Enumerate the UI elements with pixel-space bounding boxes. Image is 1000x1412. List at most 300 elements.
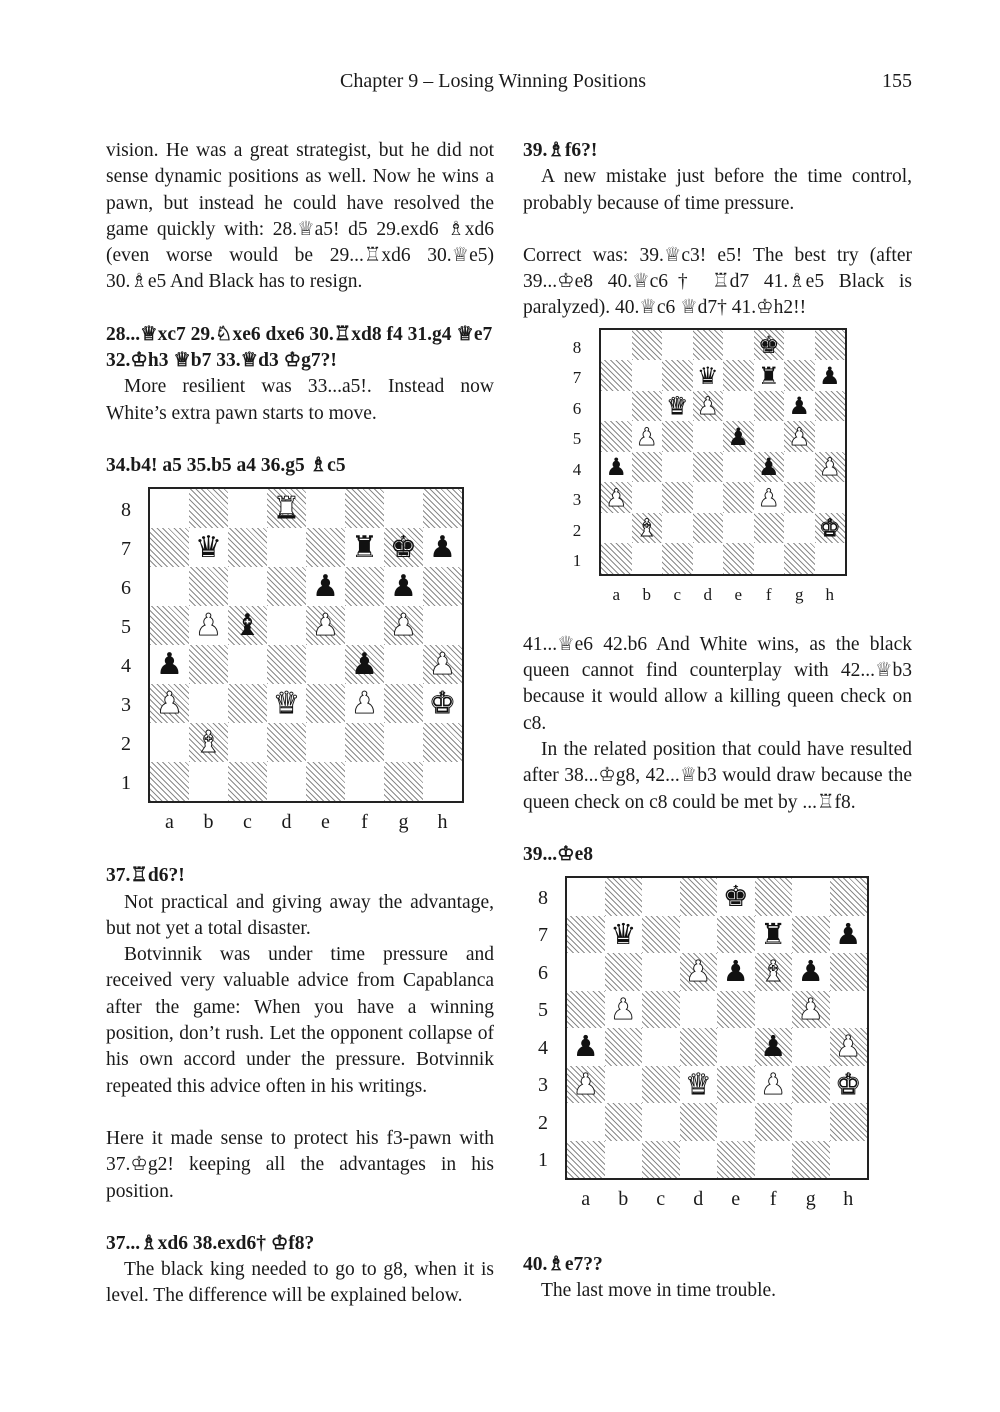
move-line: 37.♖d6?! <box>106 865 185 887</box>
square-b4 <box>189 645 228 684</box>
white-pawn-icon: ♟ <box>610 991 637 1026</box>
paragraph: In the related position that could have resulted after 38...♔g8, 42...♕b3 would draw because the queen check on c8 could be met by ...♖f8. <box>523 738 912 813</box>
white-pawn-icon: ♟ <box>835 1029 862 1064</box>
rank-label: 8 <box>572 337 582 357</box>
square-d8 <box>267 489 306 528</box>
square-h4 <box>815 452 846 483</box>
black-pawn-icon: ♟ <box>605 453 627 482</box>
black-rook-icon: ♜ <box>760 916 787 951</box>
paragraph: Botvinnik was under time pressure and received very valuable advice from Capablanca after the game: When you have a winning position, don’t rush. Let the opponent collapse of his own accord under the pressure. Botvinnik repeated this advice often in his writings. <box>106 944 494 1097</box>
file-label: d <box>693 1188 704 1211</box>
square-a4 <box>567 1028 605 1066</box>
square-a1 <box>567 1141 605 1179</box>
white-rook-icon: ♜ <box>273 490 300 526</box>
square-d3 <box>680 1066 718 1104</box>
square-f5 <box>754 421 785 452</box>
square-a3 <box>150 684 189 723</box>
rank-label: 8 <box>538 886 548 909</box>
paragraph: Here it made sense to protect his f3-pawn with 37.♔g2! keeping all the advantages in his position. <box>106 1127 494 1202</box>
square-c1 <box>642 1141 680 1179</box>
square-e3 <box>717 1066 755 1104</box>
black-pawn-icon: ♟ <box>727 422 749 451</box>
square-h3 <box>815 482 846 513</box>
square-g2 <box>384 723 423 762</box>
square-a6 <box>567 953 605 991</box>
square-d4 <box>693 452 724 483</box>
square-e3 <box>306 684 345 723</box>
rank-label: 4 <box>572 459 582 479</box>
square-e4 <box>723 452 754 483</box>
square-c4 <box>642 1028 680 1066</box>
square-b7 <box>189 528 228 567</box>
square-g8 <box>384 489 423 528</box>
rank-label: 4 <box>121 654 131 677</box>
rank-label: 5 <box>572 429 582 449</box>
white-pawn-icon: ♟ <box>685 954 712 989</box>
square-b7 <box>605 916 643 954</box>
square-g3 <box>792 1066 830 1104</box>
square-b2 <box>605 1103 643 1141</box>
square-h6 <box>423 567 462 606</box>
rank-label: 8 <box>121 498 131 521</box>
square-g1 <box>384 762 423 801</box>
white-queen-icon: ♛ <box>666 392 688 421</box>
square-d4 <box>267 645 306 684</box>
rank-label: 1 <box>121 771 131 794</box>
square-d5 <box>267 606 306 645</box>
rank-label: 1 <box>572 551 582 571</box>
square-f2 <box>345 723 384 762</box>
square-a7 <box>601 360 632 391</box>
square-f2 <box>755 1103 793 1141</box>
square-h6 <box>830 953 868 991</box>
square-a3 <box>601 482 632 513</box>
square-c8 <box>642 878 680 916</box>
paragraph: vision. He was a great strategist, but he did not sense dynamic positions as well. Now he wins a pawn, but instead he could have resolved the game quickly with: 28.♕a5! d5 29.exd6 ♗xd6 (even worse would be 29...♖xd6 30.♕e5) 30.♗e5 And Black has to resign. <box>106 140 494 293</box>
square-d1 <box>267 762 306 801</box>
square-h2 <box>423 723 462 762</box>
white-pawn-icon: ♟ <box>788 422 810 451</box>
file-label: b <box>642 584 651 604</box>
file-label: e <box>731 1188 741 1211</box>
file-label: a <box>612 584 621 604</box>
square-a3 <box>567 1066 605 1104</box>
square-f8 <box>754 330 785 361</box>
square-e7 <box>723 360 754 391</box>
file-label: g <box>398 811 409 834</box>
rank-label: 2 <box>572 520 582 540</box>
square-h3 <box>423 684 462 723</box>
square-c5 <box>228 606 267 645</box>
square-b6 <box>189 567 228 606</box>
square-f5 <box>755 991 793 1029</box>
square-h7 <box>423 528 462 567</box>
paragraph: More resilient was 33...a5!. Instead now White’s extra pawn starts to move. <box>106 376 494 424</box>
square-c3 <box>228 684 267 723</box>
square-a5 <box>150 606 189 645</box>
square-h4 <box>830 1028 868 1066</box>
file-label: e <box>734 584 743 604</box>
square-c8 <box>228 489 267 528</box>
square-f4 <box>755 1028 793 1066</box>
square-e2 <box>723 513 754 544</box>
white-pawn-icon: ♟ <box>572 1066 599 1101</box>
square-a8 <box>150 489 189 528</box>
square-e6 <box>723 391 754 422</box>
square-e7 <box>306 528 345 567</box>
square-e7 <box>717 916 755 954</box>
square-d3 <box>693 482 724 513</box>
square-h2 <box>830 1103 868 1141</box>
square-e1 <box>306 762 345 801</box>
rank-label: 2 <box>121 732 131 755</box>
square-c1 <box>228 762 267 801</box>
square-b3 <box>632 482 663 513</box>
square-f8 <box>755 878 793 916</box>
square-f4 <box>345 645 384 684</box>
file-label: b <box>203 811 214 834</box>
white-pawn-icon: ♟ <box>351 685 378 721</box>
black-rook-icon: ♜ <box>757 361 780 390</box>
square-f7 <box>345 528 384 567</box>
square-b7 <box>632 360 663 391</box>
white-king-icon: ♚ <box>429 685 456 721</box>
square-a2 <box>601 513 632 544</box>
square-h5 <box>830 991 868 1029</box>
black-king-icon: ♚ <box>390 529 417 565</box>
chess-board <box>565 876 869 1180</box>
square-e2 <box>717 1103 755 1141</box>
square-h8 <box>830 878 868 916</box>
chess-diagram-1 <box>106 479 494 863</box>
square-c7 <box>228 528 267 567</box>
square-b5 <box>632 421 663 452</box>
square-e6 <box>717 953 755 991</box>
black-pawn-icon: ♟ <box>351 646 378 682</box>
page-header <box>0 70 1000 100</box>
square-b8 <box>189 489 228 528</box>
square-g2 <box>784 513 815 544</box>
square-b8 <box>632 330 663 361</box>
square-a6 <box>601 391 632 422</box>
move-line: 37...♗xd6 38.exd6† ♔f8? <box>106 1232 315 1254</box>
file-label: a <box>165 811 174 834</box>
square-e8 <box>723 330 754 361</box>
file-label: f <box>769 1188 777 1211</box>
square-f5 <box>345 606 384 645</box>
square-e1 <box>723 543 754 574</box>
square-c4 <box>228 645 267 684</box>
square-a1 <box>601 543 632 574</box>
white-queen-icon: ♛ <box>273 685 300 721</box>
square-d8 <box>693 330 724 361</box>
square-f3 <box>755 1066 793 1104</box>
square-h1 <box>815 543 846 574</box>
square-h8 <box>815 330 846 361</box>
square-a5 <box>601 421 632 452</box>
square-e5 <box>723 421 754 452</box>
paragraph: Correct was: 39.♕c3! e5! The best try (after 39...♔e8 40.♕c6† ♖d7 41.♗e5 Black is paralyzed). 40.♕c6 ♕d7† 41.♔h2!! <box>523 244 912 319</box>
file-label: a <box>581 1188 591 1211</box>
square-c7 <box>642 916 680 954</box>
black-rook-icon: ♜ <box>351 529 378 565</box>
black-queen-icon: ♛ <box>195 529 222 565</box>
square-e8 <box>306 489 345 528</box>
square-d5 <box>680 991 718 1029</box>
square-c5 <box>642 991 680 1029</box>
square-g4 <box>792 1028 830 1066</box>
square-h5 <box>815 421 846 452</box>
black-pawn-icon: ♟ <box>788 392 810 421</box>
square-f8 <box>345 489 384 528</box>
move-line: 34.b4! a5 35.b5 a4 36.g5 ♗c5 <box>106 454 346 476</box>
square-d2 <box>267 723 306 762</box>
square-g3 <box>384 684 423 723</box>
square-b1 <box>632 543 663 574</box>
square-f4 <box>754 452 785 483</box>
rank-label: 7 <box>121 537 131 560</box>
rank-label: 6 <box>538 961 548 984</box>
square-a6 <box>150 567 189 606</box>
square-f3 <box>754 482 785 513</box>
rank-label: 3 <box>538 1074 548 1097</box>
chess-diagram-3 <box>523 868 912 1252</box>
paragraph: 41...♕e6 42.b6 And White wins, as the black queen cannot find counterplay with 42...♕b3 because it would allow a killing queen check on c8. <box>523 633 912 734</box>
black-pawn-icon: ♟ <box>390 568 417 604</box>
black-pawn-icon: ♟ <box>572 1029 599 1064</box>
square-e4 <box>306 645 345 684</box>
square-d1 <box>680 1141 718 1179</box>
black-pawn-icon: ♟ <box>156 646 183 682</box>
black-queen-icon: ♛ <box>696 361 719 390</box>
chapter-title: Chapter 9 – Losing Winning Positions <box>340 70 647 92</box>
square-b5 <box>189 606 228 645</box>
rank-label: 6 <box>572 398 582 418</box>
square-f2 <box>754 513 785 544</box>
square-d7 <box>680 916 718 954</box>
square-c2 <box>228 723 267 762</box>
white-pawn-icon: ♟ <box>390 607 417 643</box>
rank-label: 1 <box>538 1149 548 1172</box>
square-d6 <box>680 953 718 991</box>
square-a4 <box>601 452 632 483</box>
square-a4 <box>150 645 189 684</box>
square-g7 <box>792 916 830 954</box>
square-h1 <box>423 762 462 801</box>
square-g8 <box>784 330 815 361</box>
black-pawn-icon: ♟ <box>312 568 339 604</box>
square-f3 <box>345 684 384 723</box>
white-king-icon: ♚ <box>818 514 841 543</box>
black-pawn-icon: ♟ <box>760 1029 787 1064</box>
white-bishop-icon: ♝ <box>195 724 222 760</box>
file-label: c <box>673 584 682 604</box>
square-c8 <box>662 330 693 361</box>
square-b8 <box>605 878 643 916</box>
white-pawn-icon: ♟ <box>757 483 780 512</box>
move-line: 39...♔e8 <box>523 843 594 865</box>
square-b1 <box>189 762 228 801</box>
black-pawn-icon: ♟ <box>757 453 780 482</box>
square-b6 <box>632 391 663 422</box>
square-a8 <box>601 330 632 361</box>
square-e4 <box>717 1028 755 1066</box>
square-c1 <box>662 543 693 574</box>
black-pawn-icon: ♟ <box>722 954 749 989</box>
square-f7 <box>754 360 785 391</box>
square-g5 <box>784 421 815 452</box>
square-e5 <box>717 991 755 1029</box>
file-label: g <box>795 584 804 604</box>
square-c6 <box>228 567 267 606</box>
square-b2 <box>189 723 228 762</box>
square-b2 <box>632 513 663 544</box>
square-b4 <box>605 1028 643 1066</box>
white-pawn-icon: ♟ <box>195 607 222 643</box>
square-h4 <box>423 645 462 684</box>
square-g6 <box>792 953 830 991</box>
white-pawn-icon: ♟ <box>312 607 339 643</box>
square-g7 <box>384 528 423 567</box>
square-d2 <box>693 513 724 544</box>
chess-board <box>599 328 847 576</box>
file-label: h <box>843 1188 854 1211</box>
file-label: f <box>765 584 772 604</box>
file-label: g <box>805 1188 816 1211</box>
square-g6 <box>384 567 423 606</box>
square-a1 <box>150 762 189 801</box>
square-a8 <box>567 878 605 916</box>
white-pawn-icon: ♟ <box>605 483 627 512</box>
square-b3 <box>605 1066 643 1104</box>
square-g7 <box>784 360 815 391</box>
square-d4 <box>680 1028 718 1066</box>
file-label: c <box>656 1188 666 1211</box>
white-pawn-icon: ♟ <box>696 392 719 421</box>
square-a2 <box>150 723 189 762</box>
file-label: c <box>243 811 252 834</box>
square-h8 <box>423 489 462 528</box>
square-f1 <box>345 762 384 801</box>
white-bishop-icon: ♝ <box>760 954 787 989</box>
square-d1 <box>693 543 724 574</box>
white-pawn-icon: ♟ <box>818 453 841 482</box>
file-label: h <box>437 811 448 834</box>
rank-label: 3 <box>572 490 582 510</box>
move-line: 40.♗e7?? <box>523 1254 603 1276</box>
square-g4 <box>784 452 815 483</box>
square-d7 <box>693 360 724 391</box>
square-c2 <box>642 1103 680 1141</box>
square-d2 <box>680 1103 718 1141</box>
black-pawn-icon: ♟ <box>429 529 456 565</box>
square-g8 <box>792 878 830 916</box>
square-f6 <box>345 567 384 606</box>
black-king-icon: ♚ <box>757 331 780 360</box>
move-line: 28...♕xc7 29.♘xe6 dxe6 30.♖xd8 f4 31.g4 ♕e7 32.♔h3 ♕b7 33.♕d3 ♔g7?! <box>106 323 493 372</box>
square-h7 <box>830 916 868 954</box>
white-king-icon: ♚ <box>835 1066 862 1101</box>
square-d6 <box>693 391 724 422</box>
white-pawn-icon: ♟ <box>760 1066 787 1101</box>
square-e3 <box>723 482 754 513</box>
page-number: 155 <box>882 70 912 92</box>
file-label: e <box>321 811 330 834</box>
square-g6 <box>784 391 815 422</box>
square-d3 <box>267 684 306 723</box>
white-pawn-icon: ♟ <box>797 991 824 1026</box>
left-column <box>106 138 494 1310</box>
rank-label: 3 <box>121 693 131 716</box>
paragraph: The black king needed to go to g8, when it is level. The difference will be explained below. <box>106 1259 494 1307</box>
square-h3 <box>830 1066 868 1104</box>
square-d8 <box>680 878 718 916</box>
square-c4 <box>662 452 693 483</box>
square-a5 <box>567 991 605 1029</box>
square-g1 <box>784 543 815 574</box>
square-f1 <box>755 1141 793 1179</box>
black-pawn-icon: ♟ <box>818 361 841 390</box>
square-d5 <box>693 421 724 452</box>
square-c3 <box>642 1066 680 1104</box>
square-g5 <box>384 606 423 645</box>
square-f6 <box>755 953 793 991</box>
file-label: d <box>703 584 712 604</box>
file-label: b <box>618 1188 629 1211</box>
white-pawn-icon: ♟ <box>429 646 456 682</box>
square-h5 <box>423 606 462 645</box>
square-h6 <box>815 391 846 422</box>
paragraph: A new mistake just before the time control, probably because of time pressure. <box>523 166 912 214</box>
square-f7 <box>755 916 793 954</box>
paragraph: The last move in time trouble. <box>541 1280 777 1302</box>
square-f1 <box>754 543 785 574</box>
square-c5 <box>662 421 693 452</box>
square-g2 <box>792 1103 830 1141</box>
rank-label: 7 <box>538 924 548 947</box>
move-line: 39.♗f6?! <box>523 140 598 161</box>
square-e1 <box>717 1141 755 1179</box>
square-b5 <box>605 991 643 1029</box>
square-f6 <box>754 391 785 422</box>
square-c7 <box>662 360 693 391</box>
square-c2 <box>662 513 693 544</box>
square-c3 <box>662 482 693 513</box>
right-column <box>523 138 912 1305</box>
white-pawn-icon: ♟ <box>156 685 183 721</box>
square-a2 <box>567 1103 605 1141</box>
square-h7 <box>815 360 846 391</box>
square-e6 <box>306 567 345 606</box>
square-b3 <box>189 684 228 723</box>
square-h1 <box>830 1141 868 1179</box>
square-a7 <box>567 916 605 954</box>
square-e5 <box>306 606 345 645</box>
square-d7 <box>267 528 306 567</box>
file-label: f <box>361 811 368 834</box>
square-g1 <box>792 1141 830 1179</box>
square-d6 <box>267 567 306 606</box>
rank-label: 2 <box>538 1111 548 1134</box>
chess-diagram-2 <box>523 322 912 632</box>
chess-board <box>148 487 464 803</box>
square-a7 <box>150 528 189 567</box>
white-pawn-icon: ♟ <box>635 422 658 451</box>
square-h2 <box>815 513 846 544</box>
black-king-icon: ♚ <box>722 879 749 914</box>
black-queen-icon: ♛ <box>610 916 637 951</box>
square-b6 <box>605 953 643 991</box>
